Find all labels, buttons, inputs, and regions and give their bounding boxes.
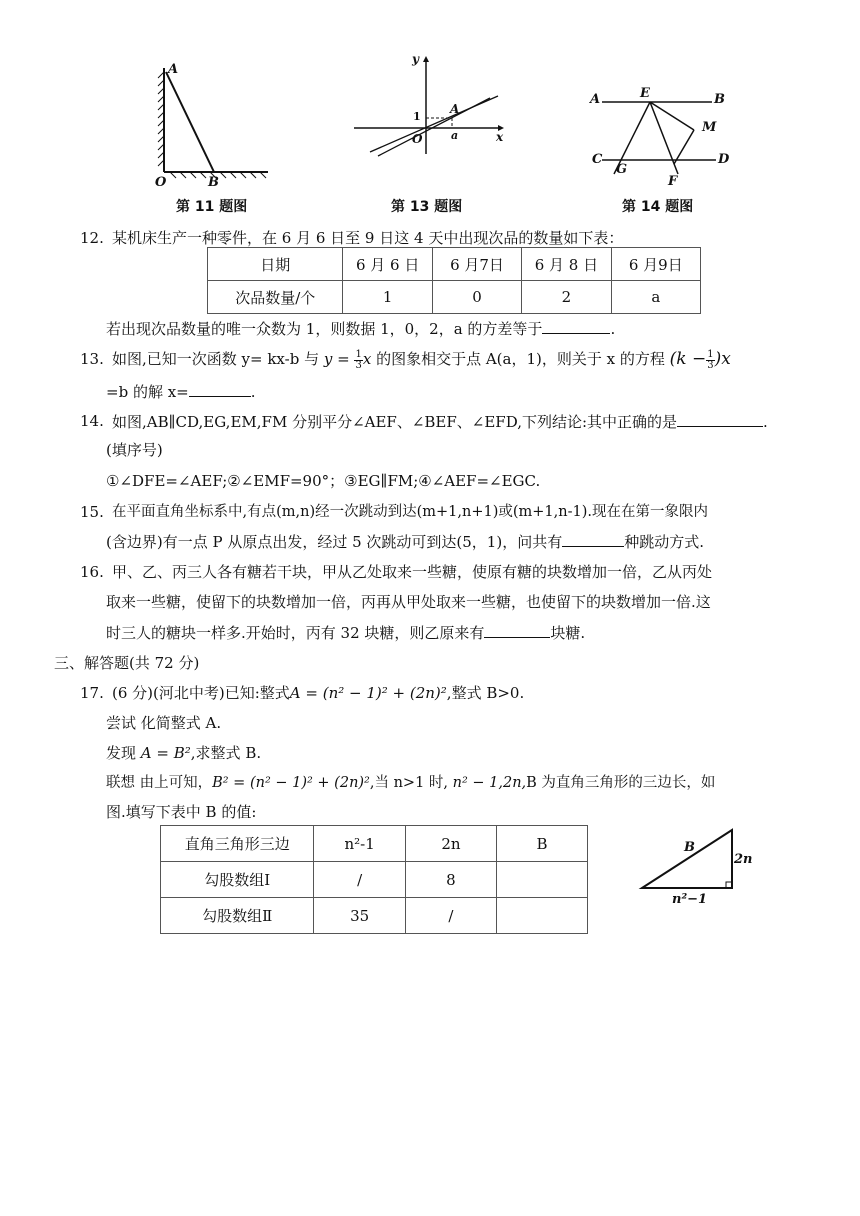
table-row: [161, 898, 588, 934]
q17-l1a: (6 分)(河北中考)已知:整式: [112, 684, 290, 702]
table-row: [208, 281, 701, 314]
label-A: A: [450, 102, 460, 116]
q16-line3a: 时三人的糖块一样多.开始时，丙有 32 块糖，则乙原来有: [106, 624, 485, 642]
table-cell: 0: [432, 281, 521, 314]
figure-13: [350, 50, 510, 160]
q13-p2: 的图象相交于点 A(a，1)，则关于 x 的方程: [376, 350, 665, 368]
label-x: x: [496, 130, 504, 144]
figure-14: [586, 82, 746, 192]
q17-l3a: 发现: [106, 744, 137, 762]
section-3-heading: 三、解答题(共 72 分): [54, 654, 200, 672]
table-cell: 6 月 6 日: [343, 248, 432, 281]
q14-line1-text: 如图,AB∥CD,EG,EM,FM 分别平分∠AEF、∠BEF、∠EFD,下列结论:其中正确的是: [112, 413, 678, 431]
table-cell: 1: [343, 281, 432, 314]
q17-l1b: ,整式 B>0.: [446, 684, 525, 702]
label-D: D: [718, 152, 730, 167]
q14-line2: (填序号): [106, 441, 163, 459]
answer-blank[interactable]: [562, 530, 624, 547]
q16-line2: 取来一些糖，使留下的块数增加一倍，丙再从甲处取来一些糖，也使留下的块数增加一倍.这: [106, 593, 711, 611]
table-cell: a: [611, 281, 700, 314]
label-O: O: [155, 175, 167, 190]
q14-line1: [112, 410, 768, 433]
table-cell: 勾股数组Ⅰ: [161, 862, 314, 898]
answer-blank[interactable]: [677, 410, 763, 427]
q15-line2a: (含边界)有一点 P 从原点出发，经过 5 次跳动可到达(5，1)，问共有: [106, 533, 563, 551]
q15-line2b: 种跳动方式.: [624, 533, 704, 551]
q15-line2: [106, 530, 704, 553]
figure-13-drawing: [350, 50, 510, 160]
q13-p1: 如图,已知一次函数 y= kx-b 与: [112, 350, 320, 368]
q13-end: .: [250, 383, 256, 401]
label-F: F: [668, 174, 678, 189]
table-cell: 35: [314, 898, 405, 934]
table-cell: 6 月9日: [611, 248, 700, 281]
label-G: G: [616, 162, 628, 177]
q13-paren-close: )x: [714, 349, 731, 369]
q17-l1eq: A = (n² − 1)² + (2n)²: [289, 684, 447, 702]
table-cell: /: [405, 898, 496, 934]
table-cell: /: [314, 862, 405, 898]
label-A: A: [168, 62, 179, 77]
label-a: a: [451, 129, 459, 142]
q17-line1: [112, 682, 524, 704]
table-row: [161, 826, 588, 862]
q17-line3: [106, 742, 261, 764]
q13-line1: [112, 348, 731, 371]
table-row: [161, 862, 588, 898]
table-header-cell: B: [497, 826, 588, 862]
figure-11-caption: 第 11 题图: [176, 199, 248, 215]
label-one: 1: [413, 110, 421, 123]
table-header-cell: 直角三角形三边: [161, 826, 314, 862]
q17-l4eq2: n² − 1,2n,: [452, 775, 527, 791]
table-row: [208, 248, 701, 281]
q17-triangle-figure: [636, 824, 756, 914]
q12-end: .: [610, 320, 616, 338]
q17-l3b: ,求整式 B.: [190, 744, 262, 762]
table-cell: 次品数量/个: [208, 281, 343, 314]
q13-fraction-2: [706, 350, 714, 371]
q13-number: 13.: [80, 350, 104, 368]
q14-line3: ①∠DFE=∠AEF;②∠EMF=90°；③EG∥FM;④∠AEF=∠EGC.: [106, 472, 541, 490]
frac-denominator: 3: [355, 359, 362, 371]
q12-after-text: 若出现次品数量的唯一众数为 1，则数据 1，0，2，a 的方差等于: [106, 320, 543, 338]
answer-blank[interactable]: [542, 317, 610, 334]
q17-l4a: 联想 由上可知，: [106, 775, 213, 791]
q17-line5: 图.填写下表中 B 的值:: [106, 803, 257, 821]
q16-line1: 甲、乙、丙三人各有糖若干块，甲从乙处取来一些糖，使原有糖的块数增加一倍，乙从丙处: [112, 563, 713, 581]
frac-numerator: 1: [355, 348, 362, 360]
q17-line4: [106, 772, 715, 794]
table-cell: 日期: [208, 248, 343, 281]
table-header-cell: n²-1: [314, 826, 405, 862]
q12-after: [106, 317, 615, 340]
q12-number: 12.: [80, 229, 104, 247]
q17-l4c: B 为直角三角形的三边长，如: [526, 775, 716, 791]
q12-text: 某机床生产一种零件，在 6 月 6 日至 9 日这 4 天中出现次品的数量如下表：: [112, 229, 624, 247]
q17-l4eq: B² = (n² − 1)² + (2n)²: [212, 775, 370, 791]
q17-line2: 尝试 化简整式 A.: [106, 714, 222, 732]
table-cell: 2: [522, 281, 611, 314]
label-y: y: [412, 52, 419, 66]
answer-blank[interactable]: [189, 380, 251, 397]
label-E: E: [640, 86, 650, 101]
label-base: n²−1: [672, 892, 708, 907]
answer-blank[interactable]: [484, 621, 550, 638]
label-B: B: [208, 175, 219, 190]
figure-13-caption: 第 13 题图: [391, 199, 463, 215]
q13-eq-x: x: [362, 350, 372, 368]
q13-fraction: [354, 350, 362, 371]
q13-line2-text: =b 的解 x=: [106, 383, 189, 401]
table-cell: 6 月 8 日: [522, 248, 611, 281]
table-cell: 8: [405, 862, 496, 898]
table-cell: 勾股数组Ⅱ: [161, 898, 314, 934]
q17-table: [160, 825, 588, 934]
q15-number: 15.: [80, 503, 104, 521]
q13-paren-k: (k −: [669, 349, 707, 369]
table-cell-answer[interactable]: [497, 862, 588, 898]
q16-line3: [106, 621, 585, 644]
frac-numerator: 1: [707, 348, 714, 360]
label-A: A: [590, 92, 601, 107]
q12-table: [207, 247, 701, 314]
q14-end: .: [763, 413, 768, 431]
q16-number: 16.: [80, 563, 104, 581]
q15-line1: 在平面直角坐标系中,有点(m,n)经一次跳动到达(m+1,n+1)或(m+1,n-1).现在在第一象限内: [112, 504, 708, 520]
q13-eq-eq: =: [332, 350, 355, 368]
q17-number: 17.: [80, 684, 104, 702]
q17-l4b: ,当 n>1 时,: [369, 775, 449, 791]
table-cell: 6 月7日: [432, 248, 521, 281]
q13-line2: [106, 380, 256, 403]
label-B: B: [684, 840, 695, 855]
figure-11: [150, 58, 280, 198]
label-2n: 2n: [734, 852, 753, 867]
q16-line3b: 块糖.: [550, 624, 586, 642]
table-cell-answer[interactable]: [497, 898, 588, 934]
q14-number: 14.: [80, 412, 104, 430]
label-M: M: [702, 120, 717, 135]
figure-14-caption: 第 14 题图: [622, 199, 694, 215]
table-header-cell: 2n: [405, 826, 496, 862]
q13-eq-y: y: [323, 350, 333, 368]
q17-l3eq: A = B²: [140, 744, 191, 762]
label-B: B: [714, 92, 725, 107]
label-C: C: [592, 152, 603, 167]
label-O: O: [412, 132, 423, 146]
frac-denominator: 3: [707, 359, 714, 371]
